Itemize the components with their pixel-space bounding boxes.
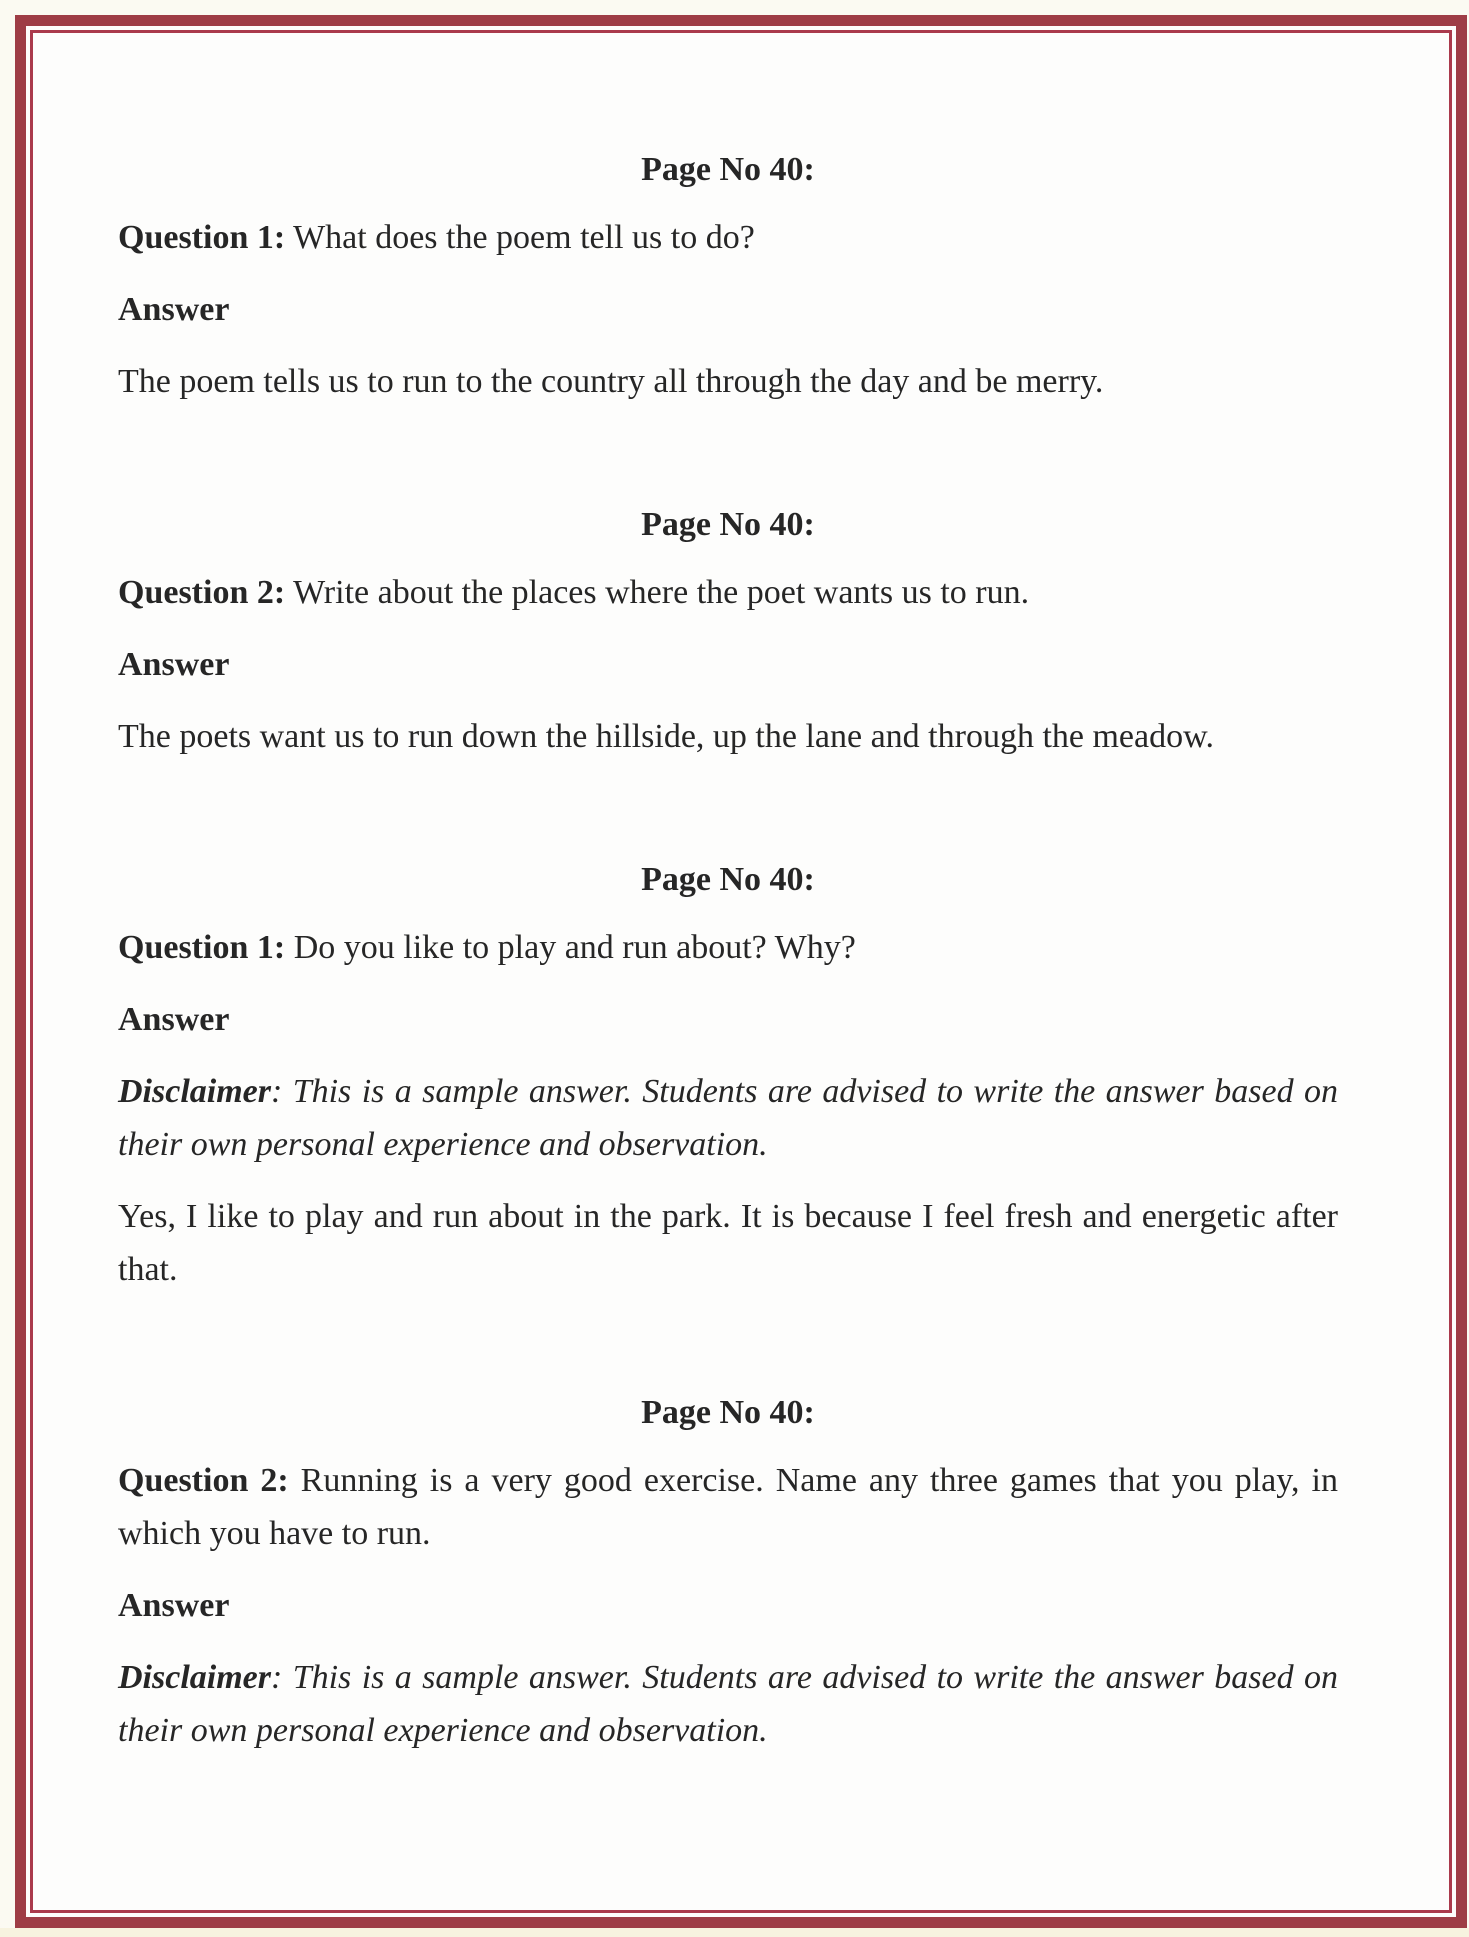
question-paragraph: [118, 921, 1338, 974]
disclaimer-text: : This is a sample answer. Students are advised to write the answer based on their own personal experience and observation.: [118, 1659, 1338, 1749]
disclaimer-text: : This is a sample answer. Students are advised to write the answer based on their own personal experience and observation.: [118, 1073, 1338, 1163]
question-label: Question 2:: [118, 1462, 289, 1499]
question-text: What does the poem tell us to do?: [285, 219, 755, 256]
disclaimer-paragraph: [118, 1651, 1338, 1757]
disclaimer-paragraph: [118, 1065, 1338, 1171]
page-content: [118, 0, 1338, 1757]
qa-section-3: [118, 853, 1338, 1296]
qa-section-4: [118, 1386, 1338, 1757]
page-heading: Page No 40:: [641, 151, 815, 188]
answer-paragraph: The poem tells us to run to the country all through the day and be merry.: [118, 363, 1104, 400]
answer-label: Answer: [118, 1001, 230, 1038]
disclaimer-label: Disclaimer: [118, 1073, 271, 1110]
question-text: Do you like to play and run about? Why?: [285, 929, 856, 966]
question-text: Running is a very good exercise. Name any three games that you play, in which you have to run.: [118, 1462, 1338, 1552]
question-paragraph: [118, 211, 1338, 264]
question-label: Question 1:: [118, 929, 286, 966]
answer-label: Answer: [118, 1587, 230, 1624]
bottom-edge-strip: [0, 1928, 1469, 1937]
question-paragraph: [118, 1454, 1338, 1560]
question-text: Write about the places where the poet wants us to run.: [285, 574, 1030, 611]
answer-paragraph: Yes, I like to play and run about in the park. It is because I feel fresh and energetic after that.: [118, 1198, 1338, 1288]
answer-paragraph: The poets want us to run down the hillside, up the lane and through the meadow.: [118, 718, 1214, 755]
answer-label: Answer: [118, 646, 230, 683]
page-heading: Page No 40:: [641, 1394, 815, 1431]
qa-section-1: [118, 143, 1338, 408]
page-heading: Page No 40:: [641, 506, 815, 543]
qa-section-2: [118, 498, 1338, 763]
answer-label: Answer: [118, 291, 230, 328]
disclaimer-label: Disclaimer: [118, 1659, 271, 1696]
page-heading: Page No 40:: [641, 861, 815, 898]
question-label: Question 2:: [118, 574, 286, 611]
question-label: Question 1:: [118, 219, 286, 256]
question-paragraph: [118, 566, 1338, 619]
